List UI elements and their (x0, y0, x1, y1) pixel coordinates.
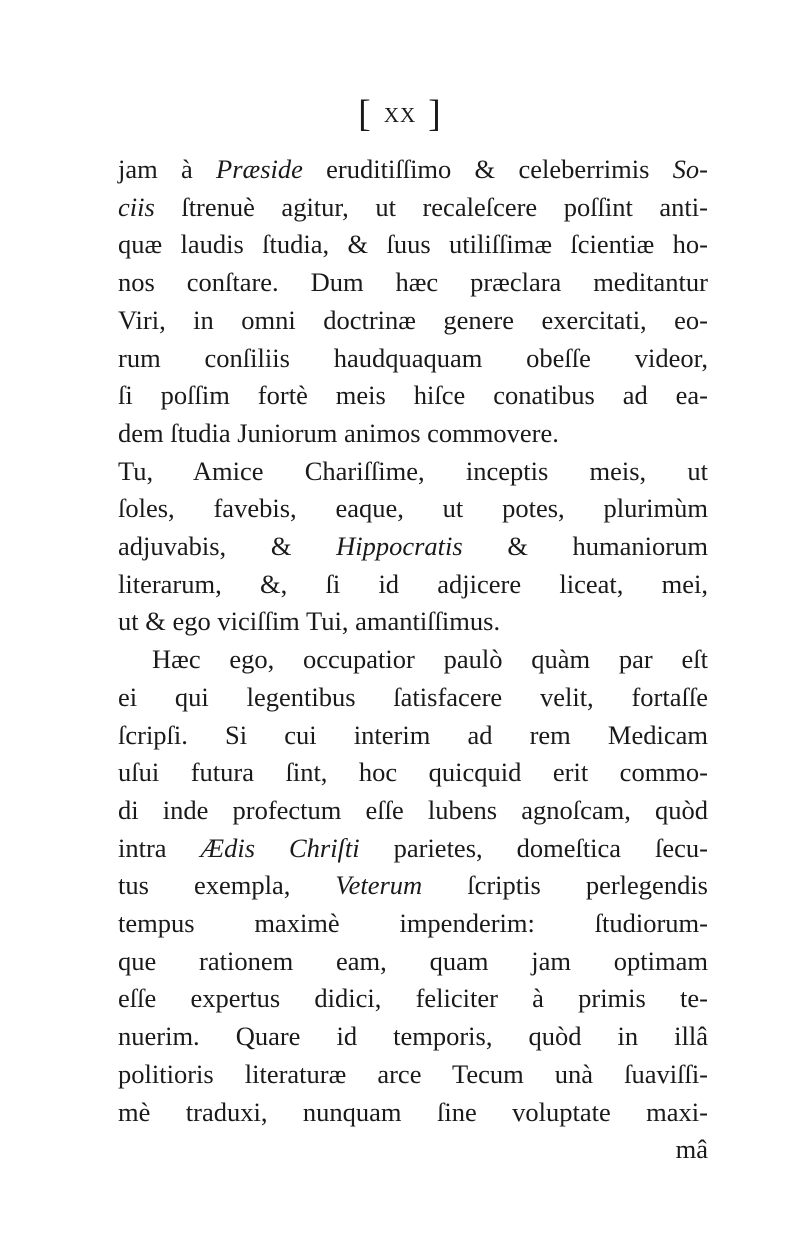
text-segment: & humaniorum (462, 531, 708, 561)
text-line (118, 191, 708, 223)
text-line (118, 342, 708, 374)
text-line (118, 266, 708, 298)
header-left-bracket: [ (358, 93, 372, 135)
italic-segment: Ædis Chriſti (200, 832, 360, 863)
text-segment: Tu, Amice Chariſſime, inceptis meis, ut (118, 455, 708, 486)
text-line (118, 719, 708, 751)
text-segment: Hæc ego, occupatior paulò quàm par eſt (152, 644, 708, 675)
text-line (118, 907, 708, 939)
header-right-bracket: ] (428, 93, 442, 135)
text-line (118, 794, 708, 826)
text-segment: mè traduxi, nunquam ſine voluptate maxi- (118, 1096, 708, 1127)
text-segment: tempus maximè impenderim: ſtudiorum- (118, 908, 708, 938)
text-line (118, 417, 708, 449)
text-segment: parietes, domeſtica ſecu- (359, 832, 708, 863)
text-segment: ſoles, favebis, eaque, ut potes, plurimùm (118, 493, 708, 524)
text-line (152, 643, 708, 675)
text-line (118, 869, 708, 901)
text-segment: ſtrenuè agitur, ut recaleſcere poſſint anti- (154, 191, 708, 222)
text-line (118, 568, 708, 600)
text-line (118, 605, 708, 637)
text-line (118, 379, 708, 411)
text-segment: quæ laudis ſtudia, & ſuus utiliſſimæ ſcientiæ ho- (118, 229, 708, 260)
text-segment: adjuvabis, & (118, 531, 337, 561)
text-line (118, 1096, 708, 1128)
italic-segment: Veterum (335, 870, 423, 901)
text-line (118, 153, 708, 185)
text-line (118, 1058, 708, 1090)
text-segment: ſi poſſim fortè meis hiſce conatibus ad ea- (118, 380, 708, 411)
text-line (118, 530, 708, 562)
text-line (118, 304, 708, 336)
italic-segment: Hippocratis (336, 531, 463, 561)
text-line (118, 681, 708, 713)
text-segment: Viri, in omni doctrinæ genere exercitati, eo- (118, 304, 708, 335)
text-segment: rum conſiliis haudquaquam obeſſe videor, (118, 342, 708, 373)
catchword: mâ (675, 1134, 708, 1164)
text-line (118, 228, 708, 260)
text-line (118, 455, 708, 487)
page-header (0, 92, 800, 136)
text-segment: que rationem eam, quam jam optimam (118, 945, 708, 976)
text-segment: di inde profectum eſſe lubens agnoſcam, quòd (118, 794, 708, 825)
text-segment: ſcripſi. Si cui interim ad rem Medicam (118, 719, 708, 750)
text-line (118, 982, 708, 1014)
italic-segment: Præside (216, 154, 303, 184)
text-line (118, 1020, 708, 1052)
text-segment: literarum, &, ſi id adjicere liceat, mei, (118, 568, 708, 599)
italic-segment: So- (672, 154, 708, 184)
text-segment: ut & ego viciſſim Tui, amantiſſimus. (118, 606, 501, 637)
text-line (118, 756, 708, 788)
text-segment: uſui futura ſint, hoc quicquid erit commo- (118, 757, 708, 788)
text-segment: eſſe expertus didici, feliciter à primis te- (118, 983, 708, 1014)
text-segment: nuerim. Quare id temporis, quòd in illâ (118, 1021, 708, 1052)
text-segment: dem ſtudia Juniorum animos commovere. (118, 417, 559, 448)
text-line (118, 832, 708, 864)
page-number: xx (383, 96, 417, 129)
text-segment: ei qui legentibus ſatisfacere velit, fortaſſe (118, 681, 708, 712)
text-segment: ſcriptis perlegendis (422, 870, 708, 901)
text-line (118, 492, 708, 524)
text-segment: eruditiſſimo & celeberrimis (302, 154, 673, 184)
text-segment: intra (118, 832, 201, 863)
italic-segment: ciis (118, 191, 155, 222)
text-segment: jam à (118, 154, 217, 184)
text-line (118, 945, 708, 977)
text-segment: nos conſtare. Dum hæc præclara meditantur (118, 267, 708, 298)
text-segment: politioris literaturæ arce Tecum unà ſuaviſſi- (118, 1058, 708, 1089)
text-segment: tus exempla, (118, 870, 336, 901)
